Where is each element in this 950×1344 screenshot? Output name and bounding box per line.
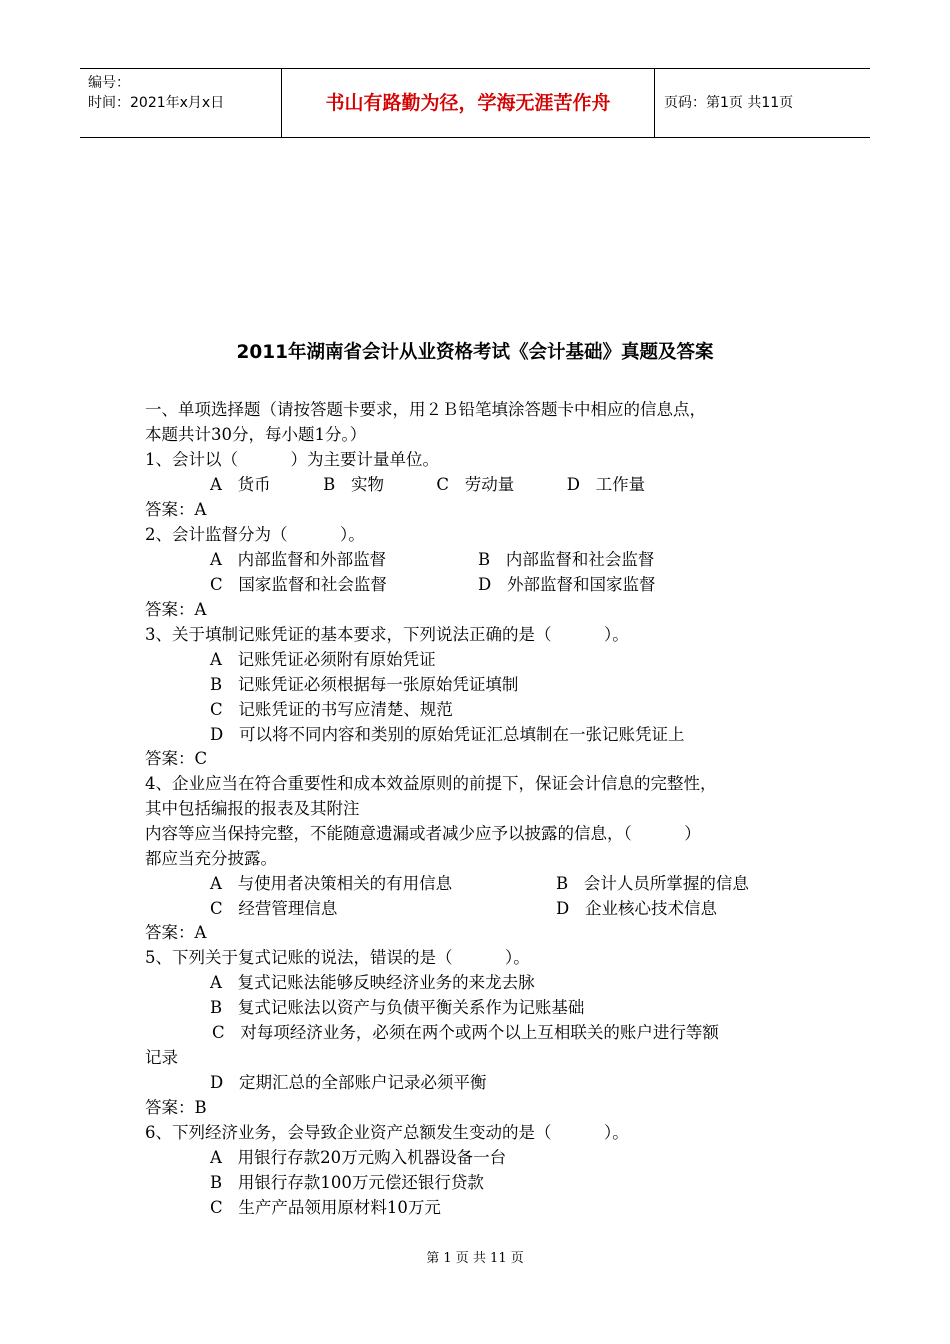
- options-row: A 货币 B 实物 C 劳动量 D 工作量: [210, 475, 646, 494]
- answer-text: 答案：C: [145, 749, 208, 768]
- option-d: D 外部监督和国家监督: [478, 575, 656, 594]
- question-text-cont: 都应当充分披露。: [145, 849, 277, 868]
- question-text: 5、下列关于复式记账的说法，错误的是（ ）。: [145, 948, 530, 967]
- section-heading: 一、单项选择题（请按答题卡要求，用２Ｂ铅笔填涂答题卡中相应的信息点，: [145, 400, 706, 419]
- option-a: A 与使用者决策相关的有用信息: [210, 874, 453, 893]
- question-text: 2、会计监督分为（ ）。: [145, 525, 365, 544]
- question-text: 3、关于填制记账凭证的基本要求，下列说法正确的是（ ）。: [145, 625, 629, 644]
- option-d: D 可以将不同内容和类别的原始凭证汇总填制在一张记账凭证上: [210, 725, 685, 744]
- answer-text: 答案：A: [145, 500, 207, 519]
- option-a: A 记账凭证必须附有原始凭证: [210, 650, 436, 669]
- option-c: C 生产产品领用原材料10万元: [210, 1198, 441, 1217]
- option-c: C 国家监督和社会监督: [210, 575, 387, 594]
- header-left-cell: [88, 73, 224, 113]
- motto: 书山有路勤为径，学海无涯苦作舟: [325, 92, 611, 114]
- option-d: D 定期汇总的全部账户记录必须平衡: [210, 1073, 487, 1092]
- option-a: A 用银行存款20万元购入机器设备一台: [210, 1148, 507, 1167]
- option-c: C 记账凭证的书写应清楚、规范: [210, 700, 453, 719]
- document-title: 2011年湖南省会计从业资格考试《会计基础》真题及答案: [236, 342, 714, 363]
- option-b: B 用银行存款100万元偿还银行贷款: [210, 1173, 484, 1192]
- question-text: 6、下列经济业务，会导致企业资产总额发生变动的是（ ）。: [145, 1123, 629, 1142]
- option-b: B 记账凭证必须根据每一张原始凭证填制: [210, 675, 519, 694]
- question-text: 1、会计以（ ）为主要计量单位。: [145, 450, 439, 469]
- option-c-cont: 记录: [145, 1048, 178, 1067]
- time-label: 时间：2021年x月x日: [88, 95, 225, 111]
- option-b: B 复式记账法以资产与负债平衡关系作为记账基础: [210, 998, 585, 1017]
- option-d: D 企业核心技术信息: [556, 899, 717, 918]
- header-table: [80, 68, 870, 138]
- option-c: C 经营管理信息: [210, 899, 338, 918]
- question-text: 4、企业应当在符合重要性和成本效益原则的前提下，保证会计信息的完整性，: [145, 774, 717, 793]
- option-a: A 复式记账法能够反映经济业务的来龙去脉: [210, 973, 535, 992]
- page-info: 页码：第1页 共11页: [664, 95, 794, 111]
- option-b: B 会计人员所掌握的信息: [556, 874, 749, 893]
- option-b: B 内部监督和社会监督: [478, 550, 655, 569]
- option-a: A 内部监督和外部监督: [210, 550, 387, 569]
- answer-text: 答案：A: [145, 923, 207, 942]
- answer-text: 答案：A: [145, 600, 207, 619]
- section-heading-cont: 本题共计30分，每小题1分。）: [145, 425, 367, 444]
- option-c: C 对每项经济业务，必须在两个或两个以上互相联关的账户进行等额: [212, 1023, 719, 1042]
- question-text-cont: 内容等应当保持完整，不能随意遗漏或者减少应予以披露的信息，（ ）: [145, 824, 701, 843]
- number-label: 编号：: [88, 75, 130, 91]
- page-footer: 第 1 页 共 11 页: [426, 1251, 524, 1266]
- header-divider: [654, 69, 655, 137]
- question-text-cont: 其中包括编报的报表及其附注: [145, 799, 360, 818]
- answer-text: 答案：B: [145, 1098, 207, 1117]
